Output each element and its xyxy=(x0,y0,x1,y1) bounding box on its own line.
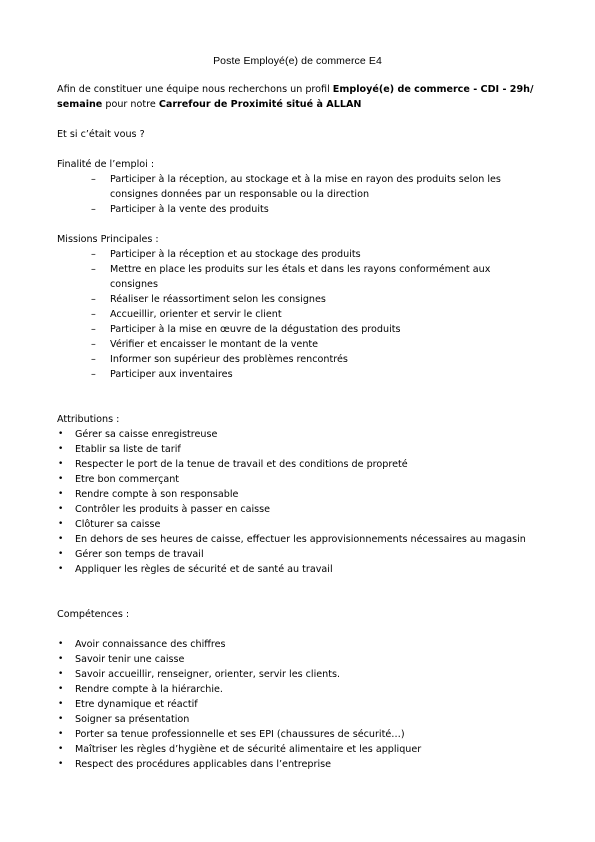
list-item-text: Gérer son temps de travail xyxy=(75,549,204,560)
intro-text-1: Afin de constituer une équipe nous recherchons un profil xyxy=(57,84,333,95)
list-item xyxy=(57,442,537,457)
list-item xyxy=(57,202,537,217)
list-item-text: Contrôler les produits à passer en caisse xyxy=(75,504,271,515)
finalite-list xyxy=(57,172,537,217)
section-missions xyxy=(57,232,537,382)
list-marker: – xyxy=(91,264,96,275)
list-item-text: Respecter le port de la tenue de travail et des conditions de propreté xyxy=(75,459,408,470)
list-item-text: Participer à la réception et au stockage des produits xyxy=(110,249,361,260)
list-item-text: Réaliser le réassortiment selon les consignes xyxy=(110,294,326,305)
list-item xyxy=(57,472,537,487)
list-item xyxy=(57,352,537,367)
list-marker: • xyxy=(58,429,64,439)
list-marker: • xyxy=(58,564,64,574)
list-item xyxy=(57,307,537,322)
list-item-text: Participer à la réception, au stockage et à la mise en rayon des produits selon les consignes données par un responsable ou la direction xyxy=(110,174,501,200)
list-item-text: Participer à la vente des produits xyxy=(110,204,269,215)
list-marker: • xyxy=(58,669,64,679)
question-text: Et si c’était vous ? xyxy=(57,129,145,140)
page-title: Poste Employé(e) de commerce E4 xyxy=(213,55,382,67)
list-item xyxy=(57,532,537,547)
list-item xyxy=(57,292,537,307)
list-item-text: Savoir tenir une caisse xyxy=(75,654,185,665)
list-item xyxy=(57,337,537,352)
list-item-text: Appliquer les règles de sécurité et de santé au travail xyxy=(75,564,333,575)
list-marker: – xyxy=(91,294,96,305)
list-item xyxy=(57,172,537,202)
list-marker: – xyxy=(91,249,96,260)
list-marker: – xyxy=(91,324,96,335)
list-item-text: Rendre compte à son responsable xyxy=(75,489,239,500)
section-finalite xyxy=(57,157,537,217)
list-marker: • xyxy=(58,519,64,529)
list-item-text: Informer son supérieur des problèmes rencontrés xyxy=(110,354,348,365)
intro-store-name: Carrefour de Proximité situé à ALLAN xyxy=(158,99,362,110)
list-marker: • xyxy=(58,699,64,709)
list-marker: • xyxy=(58,654,64,664)
list-item-text: Soigner sa présentation xyxy=(75,714,190,725)
list-item-text: Gérer sa caisse enregistreuse xyxy=(75,429,218,440)
list-marker: – xyxy=(91,369,96,380)
list-marker: • xyxy=(58,729,64,739)
list-item xyxy=(57,367,537,382)
list-item xyxy=(57,457,537,472)
finalite-heading: Finalité de l’emploi : xyxy=(57,159,155,170)
list-item-text: Maîtriser les règles d’hygiène et de sécurité alimentaire et les appliquer xyxy=(75,744,422,755)
list-marker: – xyxy=(91,354,96,365)
list-marker: – xyxy=(91,204,96,215)
list-item-text: Etre bon commerçant xyxy=(75,474,180,485)
list-item-text: En dehors de ses heures de caisse, effectuer les approvisionnements nécessaires au magasin xyxy=(75,534,526,545)
section-competences xyxy=(57,607,537,772)
list-marker: – xyxy=(91,309,96,320)
list-item xyxy=(57,262,537,292)
list-item xyxy=(57,562,537,577)
intro-paragraph xyxy=(57,82,537,112)
list-item xyxy=(57,322,537,337)
list-marker: • xyxy=(58,759,64,769)
competences-heading: Compétences : xyxy=(57,609,130,620)
attributions-list xyxy=(57,427,537,577)
list-item-text: Etre dynamique et réactif xyxy=(75,699,198,710)
list-marker: – xyxy=(91,339,96,350)
intro-job-title: Employé(e) de commerce - CDI - 29h/ semaine xyxy=(57,84,534,110)
list-item-text: Porter sa tenue professionnelle et ses EPI (chaussures de sécurité…) xyxy=(75,729,405,740)
list-marker: • xyxy=(58,459,64,469)
attributions-heading: Attributions : xyxy=(57,414,120,425)
list-item xyxy=(57,697,537,712)
intro-text-2: pour notre xyxy=(102,99,159,110)
list-item xyxy=(57,487,537,502)
list-item-text: Participer à la mise en œuvre de la dégustation des produits xyxy=(110,324,401,335)
list-item xyxy=(57,652,537,667)
list-marker: – xyxy=(91,174,96,185)
list-item-text: Etablir sa liste de tarif xyxy=(75,444,181,455)
list-marker: • xyxy=(58,474,64,484)
list-item xyxy=(57,682,537,697)
list-item xyxy=(57,757,537,772)
list-item-text: Rendre compte à la hiérarchie. xyxy=(75,684,223,695)
list-item xyxy=(57,247,537,262)
list-item-text: Clôturer sa caisse xyxy=(75,519,161,530)
list-item xyxy=(57,742,537,757)
list-marker: • xyxy=(58,744,64,754)
missions-list xyxy=(57,247,537,382)
list-marker: • xyxy=(58,504,64,514)
list-item-text: Vérifier et encaisser le montant de la vente xyxy=(110,339,319,350)
competences-list xyxy=(57,637,537,772)
list-marker: • xyxy=(58,714,64,724)
question-line xyxy=(57,127,537,142)
list-marker: • xyxy=(58,639,64,649)
list-item xyxy=(57,502,537,517)
section-attributions xyxy=(57,412,537,577)
missions-heading: Missions Principales : xyxy=(57,234,159,245)
list-marker: • xyxy=(58,549,64,559)
list-item-text: Mettre en place les produits sur les étals et dans les rayons conformément aux consignes xyxy=(110,264,491,290)
list-marker: • xyxy=(58,684,64,694)
list-item-text: Savoir accueillir, renseigner, orienter, servir les clients. xyxy=(75,669,341,680)
list-item-text: Accueillir, orienter et servir le client xyxy=(110,309,282,320)
list-item xyxy=(57,667,537,682)
list-item xyxy=(57,427,537,442)
list-item xyxy=(57,712,537,727)
list-marker: • xyxy=(58,489,64,499)
list-item xyxy=(57,517,537,532)
list-item xyxy=(57,637,537,652)
list-item-text: Participer aux inventaires xyxy=(110,369,233,380)
list-marker: • xyxy=(58,534,64,544)
list-item-text: Avoir connaissance des chiffres xyxy=(75,639,226,650)
list-item xyxy=(57,547,537,562)
list-item xyxy=(57,727,537,742)
list-item-text: Respect des procédures applicables dans l’entreprise xyxy=(75,759,332,770)
list-marker: • xyxy=(58,444,64,454)
